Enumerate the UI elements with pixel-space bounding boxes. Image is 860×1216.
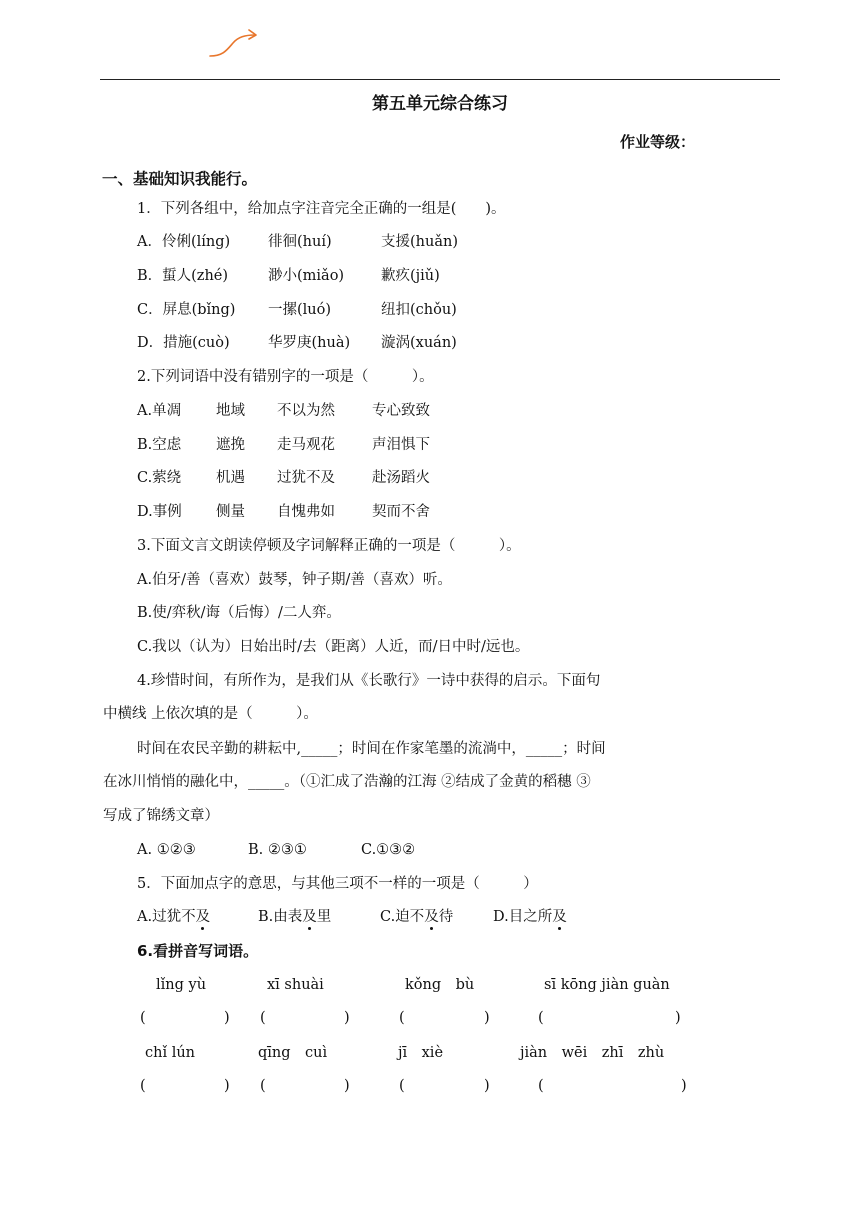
question-1-stem: 1．下列各组中，给加点字注音完全正确的一组是( )。: [137, 201, 506, 217]
answer-blank-6-open: (: [260, 1078, 266, 1094]
q2-option-b-word1: B.空虑: [137, 437, 182, 453]
section-heading: 一、基础知识我能行。: [102, 170, 258, 188]
q5-option-c-dotted-char: 及: [424, 909, 439, 925]
q1-option-c-word2: 一摞(luó): [268, 302, 332, 318]
pinyin-xishuai: xī shuài: [267, 977, 324, 993]
q1-option-a-word2: 徘徊(huí): [268, 234, 332, 250]
pinyin-qingcui: qīng cuì: [258, 1045, 328, 1061]
q2-option-b-word2: 遮挽: [216, 437, 245, 453]
q5-option-d-dotted-char: 及: [552, 909, 567, 925]
q1-option-d-word2: 华罗庚(huà): [268, 335, 351, 351]
q1-option-a-word1: A．伶俐(líng): [137, 234, 231, 250]
pinyin-kongbu: kǒng bù: [405, 977, 475, 993]
q2-option-b-word3: 走马观花: [277, 437, 335, 453]
answer-blank-8-open: (: [538, 1078, 544, 1094]
q2-option-d-word3: 自愧弗如: [277, 504, 335, 520]
q5-option-b-dotted-char: 及: [302, 909, 317, 925]
question-6-heading: 6.看拼音写词语。: [137, 942, 259, 960]
question-5-stem: 5．下面加点字的意思，与其他三项不一样的一项是（ ）: [137, 876, 538, 892]
question-3-stem: 3.下面文言文朗读停顿及字词解释正确的一项是（ ）。: [137, 538, 521, 554]
answer-blank-6-close: ): [344, 1078, 350, 1094]
q1-option-d-word3: 漩涡(xuán): [381, 335, 457, 351]
pinyin-lingyu: lǐng yù: [156, 977, 207, 993]
pinyin-jianweizhizhu: jiàn wēi zhī zhù: [520, 1045, 665, 1061]
q2-option-c-word2: 机遇: [216, 470, 245, 486]
q2-option-a-word1: A.单凋: [137, 403, 182, 419]
q1-option-c-word3: 纽扣(chǒu): [381, 302, 457, 318]
pinyin-chilun: chǐ lún: [145, 1045, 196, 1061]
answer-blank-5-close: ): [224, 1078, 230, 1094]
q4-passage-line1: 时间在农民辛勤的耕耘中,_____；时间在作家笔墨的流淌中，_____；时间: [137, 741, 606, 757]
q5-option-b: B.由表及里: [258, 909, 332, 925]
q4-passage-line2: 在冰川悄悄的融化中，_____。（①汇成了浩瀚的江海 ②结成了金黄的稻穗 ③: [103, 774, 591, 790]
q2-option-a-word4: 专心致致: [372, 403, 430, 419]
q5-option-c: C.迫不及待: [380, 909, 454, 925]
question-2-stem: 2.下列词语中没有错别字的一项是（ ）。: [137, 369, 434, 385]
answer-blank-2-close: ): [344, 1010, 350, 1026]
q2-option-c-word1: C.萦绕: [137, 470, 182, 486]
pinyin-jixie: jī xiè: [398, 1045, 444, 1061]
answer-blank-2-open: (: [260, 1010, 266, 1026]
answer-blank-1-close: ): [224, 1010, 230, 1026]
answer-blank-3-close: ): [484, 1010, 490, 1026]
answer-blank-4-close: ): [675, 1010, 681, 1026]
q5-option-a: A.过犹不及: [137, 909, 211, 925]
q3-option-b: B.使/弈秋/诲（后悔）/二人弈。: [137, 605, 341, 621]
brand-swoosh-logo: [205, 26, 265, 62]
q2-option-d-word2: 侧量: [216, 504, 245, 520]
q4-option-a: A. ①②③: [137, 842, 196, 858]
q5-option-d: D.目之所及: [493, 909, 567, 925]
q3-option-a: A.伯牙/善（喜欢）鼓琴，钟子期/善（喜欢）听。: [137, 572, 452, 588]
q2-option-c-word3: 过犹不及: [277, 470, 335, 486]
header-divider: [100, 79, 780, 80]
q2-option-c-word4: 赴汤蹈火: [372, 470, 430, 486]
q1-option-b-word3: 歉疚(jiǔ): [381, 268, 440, 284]
q5-option-a-dotted-char: 及: [195, 909, 211, 925]
q2-option-d-word1: D.事例: [137, 504, 182, 520]
q4-option-c: C.①③②: [361, 842, 416, 858]
q1-option-b-word1: B．蜇人(zhé): [137, 268, 229, 284]
answer-blank-7-open: (: [399, 1078, 405, 1094]
answer-blank-1-open: (: [140, 1010, 146, 1026]
q1-option-b-word2: 渺小(miǎo): [268, 268, 345, 284]
answer-blank-7-close: ): [484, 1078, 490, 1094]
answer-blank-5-open: (: [140, 1078, 146, 1094]
q2-option-d-word4: 契而不舍: [372, 504, 430, 520]
answer-blank-3-open: (: [399, 1010, 405, 1026]
question-4-stem-line2: 中横线 上依次填的是（ ）。: [103, 706, 318, 722]
q2-option-a-word3: 不以为然: [277, 403, 335, 419]
q2-option-a-word2: 地域: [216, 403, 245, 419]
q4-passage-line3: 写成了锦绣文章）: [103, 808, 219, 824]
page-title: 第五单元综合练习: [372, 94, 508, 114]
homework-grade-label: 作业等级：: [620, 133, 696, 151]
q1-option-a-word3: 支援(huǎn): [381, 234, 458, 250]
pinyin-sikongjianguan: sī kōng jiàn guàn: [544, 977, 670, 993]
answer-blank-8-close: ): [681, 1078, 687, 1094]
q1-option-c-word1: C．屏息(bǐng): [137, 302, 236, 318]
q1-option-d-word1: D．措施(cuò): [137, 335, 230, 351]
question-4-stem-line1: 4.珍惜时间，有所作为，是我们从《长歌行》一诗中获得的启示。下面句: [137, 673, 601, 689]
q3-option-c: C.我以（认为）日始出时/去（距离）人近，而/日中时/远也。: [137, 639, 530, 655]
answer-blank-4-open: (: [538, 1010, 544, 1026]
q2-option-b-word4: 声泪惧下: [372, 437, 430, 453]
q4-option-b: B. ②③①: [248, 842, 307, 858]
